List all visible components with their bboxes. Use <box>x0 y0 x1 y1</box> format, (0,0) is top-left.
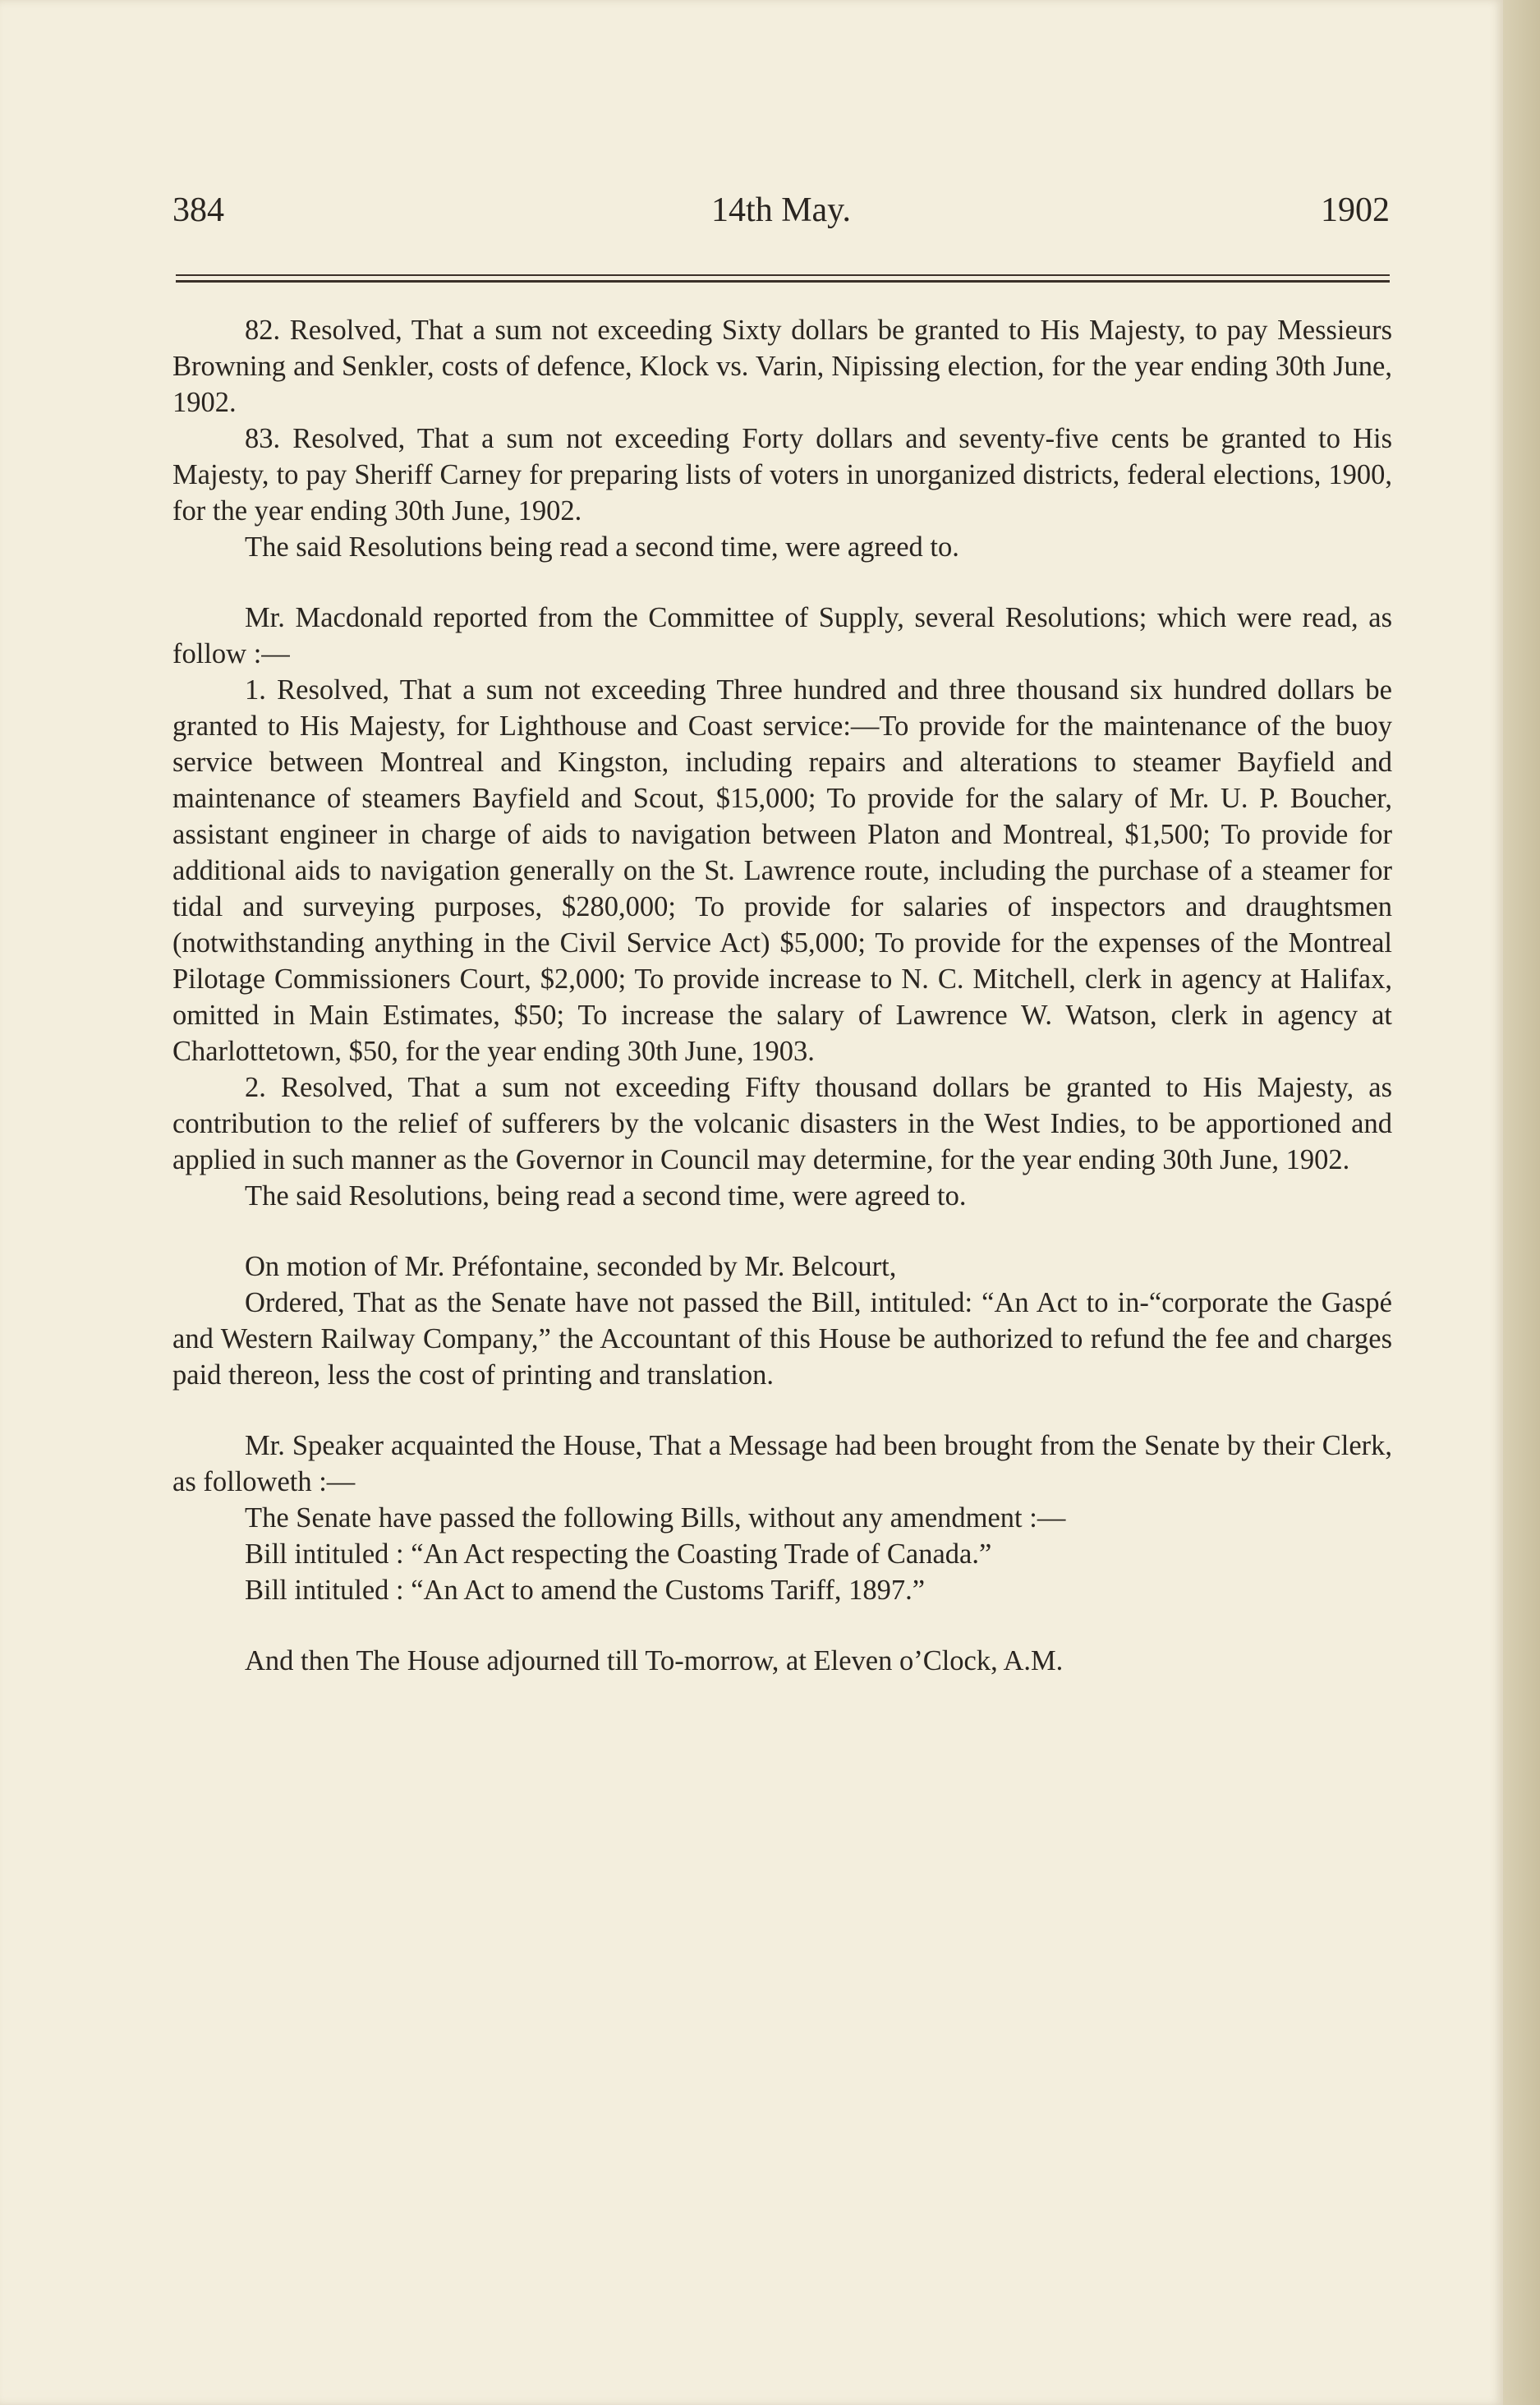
page-header <box>172 191 1390 240</box>
adjournment: And then The House adjourned till To-morrow, at Eleven o’Clock, A.M. <box>245 1645 1064 1676</box>
header-rule <box>176 274 1390 286</box>
resolution-83: 83. Resolved, That a sum not exceeding Forty dollars and seventy-five cents be granted to His Majesty, to pay Sheriff Carney for preparing lists of voters in unorganized districts, federal elections, 1900, for the year ending 30th June, 1902. <box>172 423 1392 527</box>
header-rule-thick <box>176 280 1390 283</box>
resolution-82: 82. Resolved, That a sum not exceeding Sixty dollars be granted to His Majesty, to pay Messieurs Browning and Senkler, costs of defence, Klock vs. Varin, Nipissing election, for the year ending 30th June, 1902. <box>172 315 1392 418</box>
header-date: 14th May. <box>711 191 851 229</box>
page-edge <box>1503 0 1540 2405</box>
senate-bills-passed: The Senate have passed the following Bills, without any amendment :— <box>245 1502 1066 1534</box>
bill-customs-tariff: Bill intituled : “An Act to amend the Customs Tariff, 1897.” <box>245 1575 926 1606</box>
section-gap <box>172 1214 1392 1248</box>
order-refund: Ordered, That as the Senate have not passed the Bill, intituled: “An Act to in-“corporate the Gaspé and Western Railway Company,” the Accountant of this House be authorized to refund the fee and charges paid thereon, less the cost of printing and translation. <box>172 1287 1392 1391</box>
bill-coasting-trade: Bill intituled : “An Act respecting the Coasting Trade of Canada.” <box>245 1538 992 1570</box>
section-gap <box>172 565 1392 600</box>
document-body <box>172 312 1392 1679</box>
senate-message-intro: Mr. Speaker acquainted the House, That a Message had been brought from the Senate by their Clerk, as followeth :— <box>172 1430 1392 1497</box>
resolutions-agreed-1: The said Resolutions being read a second time, were agreed to. <box>245 531 959 563</box>
supply-resolution-1: 1. Resolved, That a sum not exceeding Three hundred and three thousand six hundred dollars be granted to His Majesty, for Lighthouse and Coast service:—To provide for the maintenance of the buoy service between Montreal and Kingston, including repairs and alterations to steamer Bayfield and maintenance of steamers Bayfield and Scout, $15,000; To provide for the salary of Mr. U. P. Boucher, assistant engineer in charge of aids to navigation between Platon and Montreal, $1,500; To provide for additional aids to navigation generally on the St. Lawrence route, including the purchase of a steamer for tidal and surveying purposes, $280,000; To provide for salaries of inspectors and draughtsmen (notwithstanding anything in the Civil Service Act) $5,000; To provide for the expenses of the Montreal Pilotage Commissioners Court, $2,000; To provide increase to N. C. Mitchell, clerk in agency at Halifax, omitted in Main Estimates, $50; To increase the salary of Lawrence W. Watson, clerk in agency at Charlottetown, $50, for the year ending 30th June, 1903. <box>172 674 1392 1067</box>
resolutions-agreed-2: The said Resolutions, being read a second time, were agreed to. <box>245 1180 967 1212</box>
header-rule-thin <box>176 274 1390 276</box>
supply-report-intro: Mr. Macdonald reported from the Committee of Supply, several Resolutions; which were read, as follow :— <box>172 602 1392 669</box>
header-year: 1902 <box>1321 191 1390 229</box>
motion-intro: On motion of Mr. Préfontaine, seconded by Mr. Belcourt, <box>245 1251 897 1282</box>
page-number: 384 <box>172 191 224 229</box>
supply-resolution-2: 2. Resolved, That a sum not exceeding Fifty thousand dollars be granted to His Majesty, as contribution to the relief of sufferers by the volcanic disasters in the West Indies, to be apportioned and applied in such manner as the Governor in Council may determine, for the year ending 30th June, 1902. <box>172 1072 1392 1175</box>
section-gap <box>172 1393 1392 1428</box>
section-gap <box>172 1608 1392 1643</box>
